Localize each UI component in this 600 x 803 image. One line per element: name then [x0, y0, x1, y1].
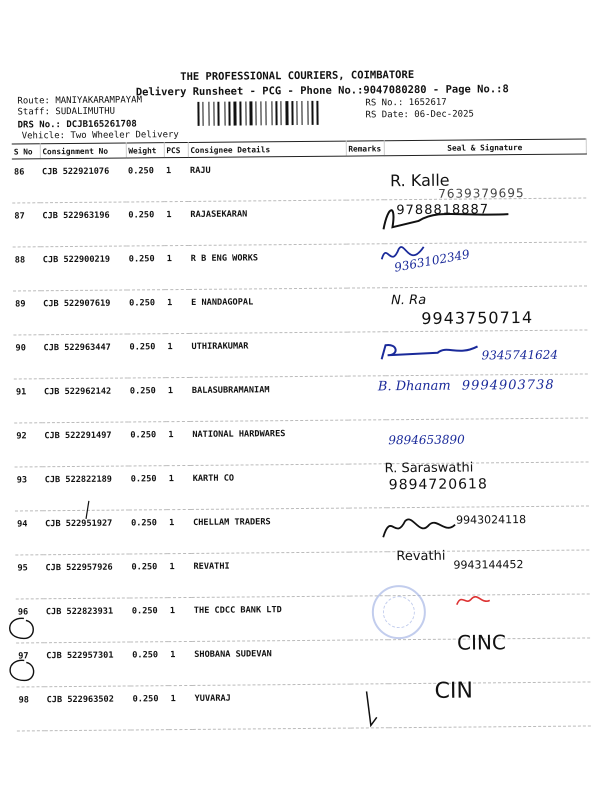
- consignee-cell: THE CDCC BANK LTD: [192, 596, 350, 641]
- signature-94: [379, 511, 459, 542]
- phone-89: 9943750714: [421, 307, 534, 328]
- pcs-cell: 1: [165, 289, 189, 333]
- phone-91: 9994903738: [461, 377, 555, 394]
- runsheet-title: Delivery Runsheet - PCG - Phone No.:9047080280 - Page No.:8: [135, 83, 509, 99]
- sno-cell: 95: [15, 555, 43, 599]
- phone-94: 9943024118: [455, 513, 527, 527]
- sno-cell: 93: [15, 467, 43, 511]
- phone-90: 9345741624: [481, 347, 559, 363]
- barcode-bar: [228, 102, 230, 126]
- consignment-cell: CJB 522963502: [44, 686, 130, 731]
- col-consignee: Consignee Details: [188, 141, 346, 157]
- sno-cell: 90: [13, 335, 41, 379]
- consignment-cell: CJB 522962142: [42, 378, 128, 423]
- weight-cell: 0.250: [127, 334, 165, 378]
- signature-89: N. Ra: [391, 292, 427, 309]
- barcode-bar: [311, 101, 313, 125]
- consignee-cell: CHELLAM TRADERS: [191, 508, 349, 553]
- barcode-bar: [278, 101, 279, 125]
- col-pcs: PCS: [164, 142, 188, 157]
- consignee-cell: KARTH CO: [191, 464, 349, 509]
- pen-tick: [83, 499, 93, 523]
- consignee-cell: UTHIRAKUMAR: [189, 332, 347, 377]
- barcode: [197, 100, 357, 125]
- sno-cell: 89: [13, 291, 41, 335]
- consignee-cell: NATIONAL HARDWARES: [190, 420, 348, 465]
- barcode-bar: [253, 101, 254, 125]
- sno-cell: 92: [14, 423, 42, 467]
- consignment-cell: CJB 522822189: [43, 466, 129, 511]
- rs-date: RS Date: 06-Dec-2025: [365, 109, 474, 121]
- pcs-cell: 1: [167, 465, 191, 509]
- pcs-cell: 1: [165, 245, 189, 289]
- col-remarks: Remarks: [346, 141, 384, 156]
- col-weight: Weight: [126, 143, 164, 158]
- barcode-bar: [273, 101, 274, 125]
- barcode-bar: [280, 101, 281, 125]
- barcode-bar: [303, 101, 306, 125]
- barcode-bar: [231, 102, 232, 126]
- barcode-bar: [282, 101, 284, 125]
- consignee-cell: YUVARAJ: [192, 684, 350, 729]
- barcode-bar: [202, 102, 203, 126]
- weight-cell: 0.250: [128, 422, 166, 466]
- col-signature: Seal & Signature: [384, 139, 586, 156]
- consignment-cell: CJB 522951927: [43, 510, 129, 555]
- remarks-cell: [349, 464, 387, 508]
- weight-cell: 0.250: [126, 202, 164, 246]
- phone-88: 9363102349: [393, 247, 471, 275]
- pcs-cell: 1: [164, 201, 188, 245]
- weight-cell: 0.250: [126, 158, 164, 202]
- pcs-cell: 1: [165, 333, 189, 377]
- phone-86: 7639379695: [438, 186, 525, 201]
- pcs-cell: 1: [168, 641, 192, 685]
- table-row: [15, 462, 589, 511]
- consignment-cell: CJB 522957926: [43, 554, 129, 599]
- pcs-cell: 1: [167, 553, 191, 597]
- table-row: [14, 418, 588, 467]
- barcode-bar: [233, 102, 236, 126]
- barcode-bar: [267, 101, 270, 125]
- barcode-bar: [210, 102, 212, 126]
- barcode-bar: [220, 102, 223, 126]
- signature-93: R. Saraswathi: [384, 460, 474, 477]
- sno-cell: 86: [12, 159, 40, 203]
- consignment-cell: CJB 522957301: [44, 642, 130, 687]
- barcode-bar: [298, 101, 300, 125]
- pcs-cell: 1: [166, 377, 190, 421]
- barcode-bar: [245, 101, 246, 125]
- barcode-bar: [319, 101, 320, 125]
- barcode-bar: [249, 101, 252, 125]
- barcode-bar: [309, 101, 310, 125]
- barcode-bar: [224, 102, 225, 126]
- bank-stamp: [372, 585, 426, 639]
- sno-cell: 97: [16, 643, 44, 687]
- weight-cell: 0.250: [130, 686, 168, 730]
- consignment-cell: CJB 522823931: [44, 598, 130, 643]
- pcs-cell: 1: [164, 157, 188, 201]
- barcode-bar: [260, 101, 261, 125]
- barcode-bar: [271, 101, 272, 125]
- remarks-cell: [347, 288, 385, 332]
- sno-cell: 88: [13, 247, 41, 291]
- staff-label: Staff: SUDALIMUTHU: [17, 106, 116, 118]
- sno-cell: 91: [14, 379, 42, 423]
- phone-93: 9894720618: [388, 476, 488, 494]
- weight-cell: 0.250: [129, 554, 167, 598]
- weight-cell: 0.250: [129, 510, 167, 554]
- sno-cell: 94: [15, 511, 43, 555]
- consignment-cell: CJB 522963447: [41, 334, 127, 379]
- company-title: THE PROFESSIONAL COURIERS, COIMBATORE: [180, 68, 415, 84]
- barcode-bar: [294, 101, 295, 125]
- barcode-bar: [262, 101, 264, 125]
- barcode-bar: [289, 101, 290, 125]
- remarks-cell: [346, 156, 384, 200]
- barcode-bar: [247, 101, 248, 125]
- pcs-cell: 1: [167, 509, 191, 553]
- pen-stroke: [363, 689, 383, 729]
- consignee-cell: RAJU: [188, 156, 346, 201]
- signature-cell: [388, 682, 590, 728]
- weight-cell: 0.250: [127, 290, 165, 334]
- consignment-cell: CJB 522291497: [42, 422, 128, 467]
- signature-91: B. Dhanam: [377, 378, 451, 395]
- phone-87: 9788818887: [396, 202, 490, 219]
- weight-cell: 0.250: [130, 642, 168, 686]
- barcode-bar: [204, 102, 207, 126]
- barcode-bar: [255, 101, 256, 125]
- table-row: [13, 242, 587, 291]
- consignment-cell: CJB 522921076: [40, 158, 126, 203]
- rs-number: RS No.: 1652617: [365, 97, 447, 109]
- table-row: [16, 682, 590, 731]
- consignee-cell: RAJASEKARAN: [188, 200, 346, 245]
- barcode-bar: [275, 101, 277, 125]
- weight-cell: 0.250: [129, 466, 167, 510]
- barcode-bar: [316, 101, 318, 125]
- barcode-bar: [296, 101, 297, 125]
- sno-cell: 98: [16, 687, 44, 731]
- consignment-cell: CJB 522963196: [40, 202, 126, 247]
- barcode-bar: [239, 102, 241, 126]
- consignment-cell: CJB 522907619: [41, 290, 127, 335]
- barcode-bar: [197, 102, 199, 126]
- vehicle-label: Vehicle: Two Wheeler Delivery: [21, 130, 179, 142]
- phone-95: 9943144452: [453, 558, 524, 572]
- barcode-bar: [226, 102, 227, 126]
- barcode-bar: [237, 102, 238, 126]
- weight-cell: 0.250: [130, 598, 168, 642]
- col-sno: S No: [12, 144, 40, 159]
- circle-marks: [2, 614, 43, 694]
- barcode-bar: [285, 101, 288, 125]
- barcode-bar: [257, 101, 259, 125]
- phone-92: 9894653890: [388, 432, 465, 448]
- pcs-cell: 1: [168, 685, 192, 729]
- pcs-cell: 1: [168, 597, 192, 641]
- barcode-bar: [200, 102, 201, 126]
- signature-98: CIN: [434, 678, 473, 704]
- pcs-cell: 1: [166, 421, 190, 465]
- barcode-bar: [307, 101, 308, 125]
- signature-90: [377, 340, 487, 365]
- signature-87: [378, 198, 518, 235]
- signature-95: Revathi: [396, 548, 446, 565]
- col-consignment: Consignment No: [40, 143, 126, 159]
- remarks-cell: [348, 420, 386, 464]
- barcode-bar: [314, 101, 315, 125]
- barcode-bar: [213, 102, 214, 126]
- barcode-bar: [217, 102, 219, 126]
- consignee-cell: R B ENG WORKS: [189, 244, 347, 289]
- barcode-bar: [215, 102, 216, 126]
- consignee-cell: E NANDAGOPAL: [189, 288, 347, 333]
- route-label: Route: MANIYAKARAMPAYAM: [17, 95, 143, 107]
- sno-cell: 87: [12, 203, 40, 247]
- signature-96: [454, 590, 494, 610]
- weight-cell: 0.250: [128, 378, 166, 422]
- consignee-cell: REVATHI: [191, 552, 349, 597]
- barcode-bar: [242, 101, 244, 125]
- consignment-cell: CJB 522900219: [41, 246, 127, 291]
- weight-cell: 0.250: [127, 246, 165, 290]
- consignee-cell: BALASUBRAMANIAM: [190, 376, 348, 421]
- signature-86: R. Kalle: [390, 170, 450, 191]
- drs-label: DRS No.: DCJB165261708: [17, 119, 137, 131]
- barcode-bar: [301, 101, 302, 125]
- sno-cell: 96: [16, 599, 44, 643]
- barcode-bar: [291, 101, 293, 125]
- remarks-cell: [350, 640, 388, 684]
- consignee-cell: SHOBANA SUDEVAN: [192, 640, 350, 685]
- barcode-bar: [265, 101, 266, 125]
- signature-97: CINC: [457, 630, 507, 655]
- barcode-bar: [208, 102, 209, 126]
